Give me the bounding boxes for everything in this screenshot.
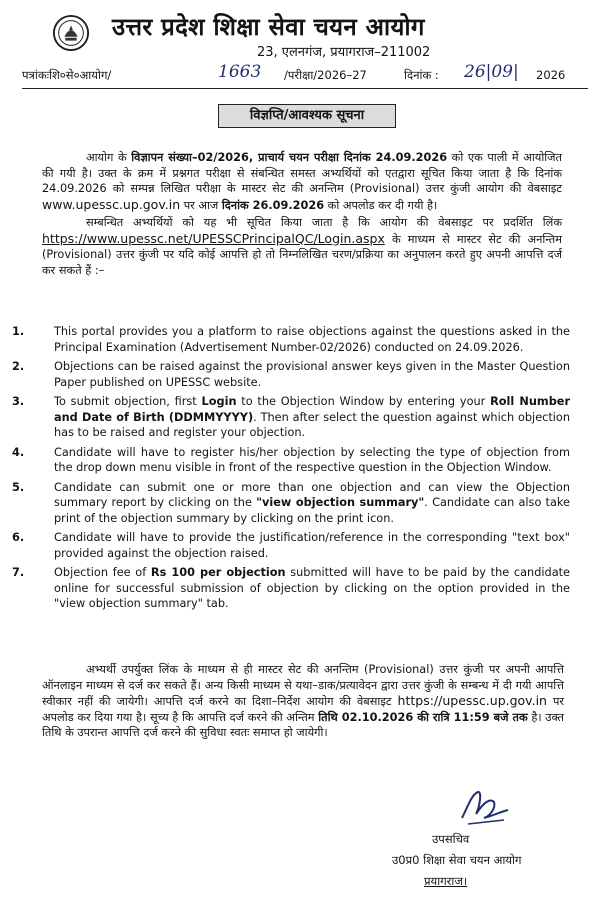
- signatory-designation: उपसचिव: [432, 832, 470, 846]
- reference-section: /परीक्षा/2026–27: [284, 68, 367, 82]
- notice-body: [42, 150, 562, 280]
- list-item: 4. Candidate will have to register his/her objection by selecting the type of objection from the drop down menu visible in front of the respective question in the Objection Window.: [12, 445, 570, 474]
- commission-address: 23, एलनगंज, प्रयागराज–211002: [257, 45, 431, 60]
- signatory-organization: उ0प्र0 शिक्षा सेवा चयन आयोग: [392, 853, 522, 867]
- signature-mark: [454, 786, 514, 830]
- objection-portal-link[interactable]: https://www.upessc.net/UPESSCPrincipalQC/Login.aspx: [42, 230, 385, 246]
- closing-paragraph: अभ्यर्थी उपर्युक्त लिंक के माध्यम से ही मास्टर सेट की अनन्तिम (Provisional) उत्तर कुंजी पर अपनी आपत्ति ऑनलाइन माध्यम से दर्ज कर सकते हैं। अन्य किसी माध्यम से यथा–डाक/प्रत्यावेदन द्वारा उत्तर कुंजी के सम्बन्ध में दी गयी आपत्ति स्वीकार नहीं की जायेगी। आपत्ति दर्ज करने का दिशा–निर्देश आयोग की वेबसाइट https://upessc.up.gov.in पर अपलोड कर दिया गया है। सूच्य है कि आपत्ति दर्ज करने की अन्तिम तिथि 02.10.2026 की रात्रि 11:59 बजे तक है। उक्त तिथि के उपरान्त आपत्ति दर्ज करने की सुविधा स्वतः समाप्त हो जायेगी।: [42, 663, 564, 739]
- list-item: 7. Objection fee of Rs 100 per objection submitted will have to be paid by the candidate online for successful submission of objection by clicking on the option provided in the "view objection summary" tab.: [12, 566, 570, 610]
- notice-heading: विज्ञप्ति/आवश्यक सूचना: [218, 104, 396, 128]
- reference-number: 1663: [218, 62, 262, 82]
- list-item: 3. To submit objection, first Login to the Objection Window by entering your Roll Number and Date of Birth (DDMMYYYY). Then after select the question against which objection has to be raised and register your objection.: [12, 395, 571, 439]
- commission-emblem-icon: [52, 14, 90, 52]
- commission-title: उत्तर प्रदेश शिक्षा सेवा चयन आयोग: [112, 13, 425, 41]
- link-paragraph: सम्बन्धित अभ्यर्थियों को यह भी सूचित किया जाता है कि आयोग की वेबसाइट पर प्रदर्शित लिंक https://www.upessc.net/UPESSCPrincipalQC/Login.aspx के माध्यम से मास्टर सेट की अनन्तिम (Provisional) उत्तर कुंजी पर यदि कोई आपत्ति हो तो निम्नलिखित चरण/प्रक्रिया का अनुपालन करते हुए अपनी आपत्ति दर्ज कर सकते हैं :–: [42, 216, 562, 277]
- list-item: 1. This portal provides you a platform to raise objections against the questions asked in the Principal Examination (Advertisement Number-02/2026) conducted on 24.09.2026.: [12, 325, 570, 354]
- website-text: www.upessc.up.gov.in: [42, 196, 181, 212]
- intro-paragraph: आयोग के विज्ञापन संख्या–02/2026, प्राचार्य चयन परीक्षा दिनांक 24.09.2026 को एक पाली में आयोजित की गयी है। उक्त के क्रम में प्रश्नगत परीक्षा से संबन्धित समस्त अभ्यर्थियों को एतद्वारा सूचित किया जाता है कि दिनांक 24.09.2026 को सम्पन्न लिखित परीक्षा के मास्टर सेट की अनन्तिम (Provisional) उत्तर कुंजी आयोग की वेबसाइट www.upessc.up.gov.in पर आज दिनांक 26.09.2026 को अपलोड कर दी गयी है।: [42, 151, 562, 212]
- date-handwritten: 26|09|: [464, 62, 519, 82]
- list-item: 5. Candidate can submit one or more than one objection and can view the Objection summary report by clicking on the "view objection summary". Candidate can also take print of the objection summary by clicking on the print icon.: [12, 480, 570, 525]
- instruction-list: [0, 324, 570, 616]
- date-year: 2026: [536, 68, 566, 82]
- list-item: 2. Objections can be raised against the provisional answer keys given in the Master Question Paper published on UPESSC website.: [12, 360, 570, 389]
- reference-prefix: पत्रांकःशि०से०आयोग/: [22, 68, 112, 82]
- guideline-website-text: https://upessc.up.gov.in: [397, 693, 547, 708]
- list-item: 6. Candidate will have to provide the justification/reference in the corresponding "text box" provided against the objection raised.: [12, 531, 570, 560]
- date-label: दिनांक :: [404, 68, 439, 82]
- signatory-city: प्रयागराज।: [424, 874, 468, 888]
- reference-divider: [22, 88, 588, 89]
